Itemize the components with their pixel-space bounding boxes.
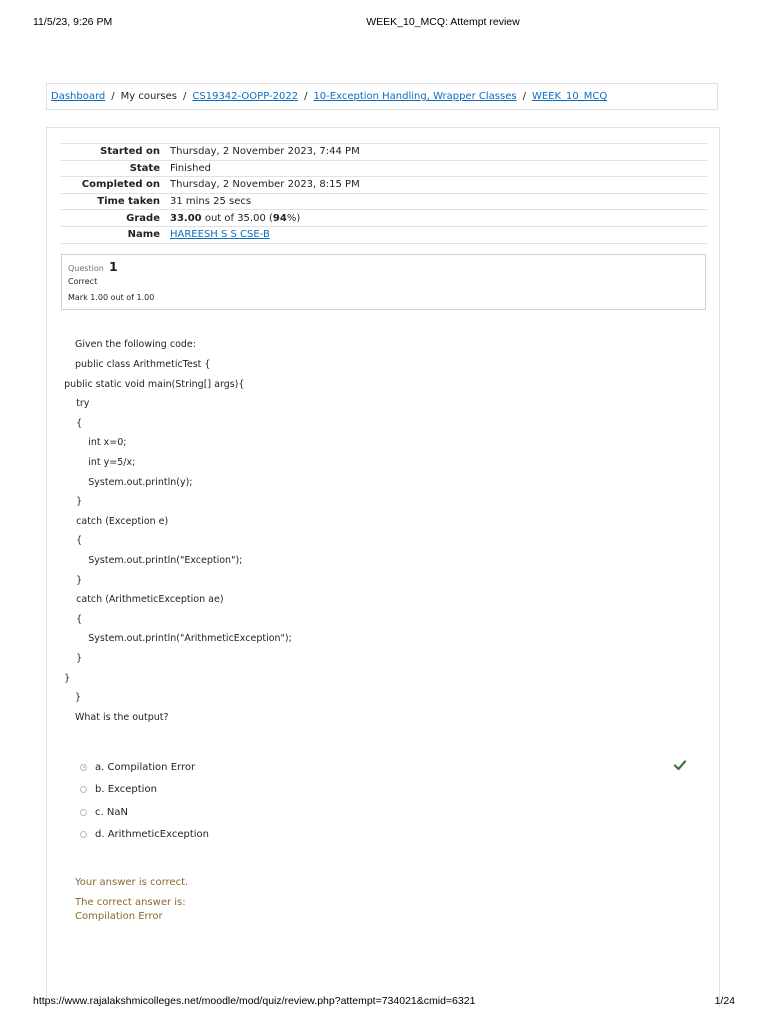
question-state: Correct: [68, 277, 98, 286]
grade-close: %): [286, 212, 301, 224]
summary-label: Grade: [126, 212, 160, 224]
feedback-status: Your answer is correct.: [75, 877, 189, 888]
question-number-value: 1: [108, 259, 118, 274]
code-line: {: [52, 535, 83, 547]
summary-value: Thursday, 2 November 2023, 8:15 PM: [170, 179, 360, 191]
summary-row-name: [61, 226, 707, 243]
option-d[interactable]: [80, 828, 209, 842]
code-line: }: [52, 653, 83, 664]
summary-row-state: [61, 160, 707, 177]
option-a[interactable]: [80, 760, 195, 774]
summary-row-completed-on: [61, 177, 707, 194]
grade-percent: 94: [272, 212, 287, 224]
code-line: System.out.println("ArithmeticException");: [52, 633, 292, 645]
code-line: catch (Exception e): [52, 515, 169, 527]
breadcrumb-dashboard-link[interactable]: Dashboard: [51, 91, 106, 102]
print-title: WEEK_10_MCQ: Attempt review: [366, 16, 520, 28]
summary-label: Completed on: [81, 179, 160, 191]
summary-value: Thursday, 2 November 2023, 7:44 PM: [170, 146, 360, 158]
option-label: a. Compilation Error: [95, 761, 196, 773]
code-line: System.out.println("Exception");: [52, 555, 243, 566]
radio-icon[interactable]: [80, 786, 87, 793]
breadcrumb-my-courses: My courses: [120, 91, 178, 102]
code-line: }: [52, 574, 83, 586]
question-prompt: What is the output?: [75, 712, 169, 723]
grade-value: [165, 210, 707, 227]
code-line: int x=0;: [52, 437, 127, 449]
code-line: public static void main(String[] args){: [52, 378, 245, 390]
print-page-number: 1/24: [714, 995, 735, 1007]
print-header: [0, 16, 768, 30]
breadcrumb: [46, 83, 718, 110]
radio-icon[interactable]: [80, 809, 87, 816]
radio-icon[interactable]: [80, 831, 87, 838]
question-number: [68, 259, 118, 274]
user-name-link[interactable]: HAREESH S S CSE-B: [170, 229, 270, 241]
print-datetime: 11/5/23, 9:26 PM: [33, 16, 113, 28]
code-line: catch (ArithmeticException ae): [52, 594, 224, 606]
correct-answer-label: The correct answer is:: [75, 897, 186, 908]
summary-value: 31 mins 25 secs: [170, 196, 252, 208]
summary-label: Name: [127, 229, 160, 241]
summary-row-started-on: [61, 144, 707, 161]
breadcrumb-course-link[interactable]: CS19342-OOPP-2022: [192, 91, 299, 102]
correct-answer-value: Compilation Error: [75, 911, 163, 922]
checkmark-icon: [673, 758, 687, 772]
breadcrumb-quiz-link[interactable]: WEEK_10_MCQ: [531, 91, 608, 102]
code-line: System.out.println(y);: [52, 476, 193, 488]
question-line: Given the following code:: [75, 339, 196, 350]
summary-label: Time taken: [97, 196, 160, 208]
option-b[interactable]: [80, 783, 157, 797]
breadcrumb-section-link[interactable]: 10-Exception Handling, Wrapper Classes: [313, 91, 517, 102]
option-label: c. NaN: [95, 806, 128, 818]
summary-value: Finished: [170, 162, 211, 174]
code-line: public class ArithmeticTest {: [75, 359, 211, 370]
code-line: {: [52, 613, 83, 625]
code-line: }: [52, 496, 83, 508]
print-footer: [0, 995, 768, 1009]
code-line: {: [52, 417, 83, 429]
breadcrumb-separator: /: [183, 91, 187, 102]
summary-row-grade: [61, 210, 707, 227]
question-label: Question: [68, 264, 104, 273]
radio-selected-icon[interactable]: [80, 764, 87, 771]
breadcrumb-separator: /: [111, 91, 115, 102]
summary-value: [165, 226, 707, 243]
question-info-box: [61, 254, 706, 310]
option-c[interactable]: [80, 805, 128, 819]
code-line: }: [75, 692, 82, 704]
option-label: d. ArithmeticException: [95, 829, 209, 840]
summary-label: Started on: [100, 146, 160, 158]
grade-out-of: out of 35.00 (: [201, 212, 273, 224]
grade-score: 33.00: [170, 212, 202, 224]
breadcrumb-separator: /: [304, 91, 308, 102]
code-line: int y=5/x;: [52, 457, 136, 468]
option-label: b. Exception: [95, 784, 157, 795]
summary-row-time-taken: [61, 193, 707, 210]
breadcrumb-separator: /: [522, 91, 526, 102]
code-line: try: [52, 398, 90, 410]
attempt-summary-table: [61, 143, 707, 244]
code-line: }: [52, 672, 71, 684]
question-mark: Mark 1.00 out of 1.00: [68, 293, 155, 302]
summary-label: State: [129, 162, 160, 174]
print-url: https://www.rajalakshmicolleges.net/moodle/mod/quiz/review.php?attempt=734021&cmid=6321: [33, 995, 476, 1007]
